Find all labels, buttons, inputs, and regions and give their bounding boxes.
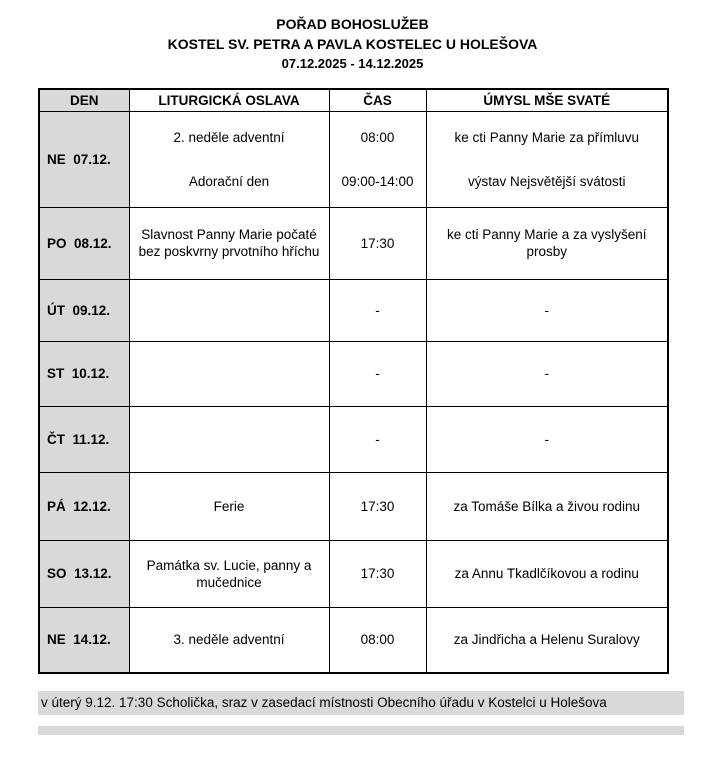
liturgy-cell: Ferie xyxy=(129,472,329,540)
time-cell: 17:30 xyxy=(329,472,426,540)
table-row xyxy=(39,279,668,341)
liturgy-line: Adorační den xyxy=(188,173,270,189)
time-cell xyxy=(329,111,426,207)
intention-cell: - xyxy=(426,341,668,406)
liturgy-cell xyxy=(129,341,329,406)
table-row xyxy=(39,341,668,406)
day-cell: ČT 11.12. xyxy=(39,406,129,472)
intention-line: výstav Nejsvětější svátosti xyxy=(467,173,626,189)
intention-cell: ke cti Panny Marie a za vyslyšení prosby xyxy=(426,207,668,279)
intention-cell: za Annu Tkadlčíkovou a rodinu xyxy=(426,540,668,607)
day-cell: SO 13.12. xyxy=(39,540,129,607)
day-cell: NE 14.12. xyxy=(39,607,129,673)
table-row xyxy=(39,472,668,540)
liturgy-cell: Památka sv. Lucie, panny a mučednice xyxy=(129,540,329,607)
liturgy-line: 2. neděle adventní xyxy=(173,129,285,145)
footer-note: v úterý 9.12. 17:30 Scholička, sraz v zasedací místnosti Obecního úřadu v Kostelci u Holešova xyxy=(38,691,684,715)
day-cell: NE 07.12. xyxy=(39,111,129,207)
intention-cell: za Jindřicha a Helenu Suralovy xyxy=(426,607,668,673)
table-row xyxy=(39,406,668,472)
table-row xyxy=(39,111,668,207)
day-cell: ÚT 09.12. xyxy=(39,279,129,341)
time-line: 08:00 xyxy=(360,129,395,145)
table-row xyxy=(39,607,668,673)
liturgy-cell xyxy=(129,406,329,472)
intention-cell: za Tomáše Bílka a živou rodinu xyxy=(426,472,668,540)
intention-cell: - xyxy=(426,406,668,472)
time-cell: 08:00 xyxy=(329,607,426,673)
footer-spacer xyxy=(38,726,684,735)
church-name: KOSTEL SV. PETRA A PAVLA KOSTELEC U HOLEŠOVA xyxy=(167,36,538,52)
column-header-liturgicka-oslava: LITURGICKÁ OSLAVA xyxy=(129,89,329,111)
intention-cell xyxy=(426,111,668,207)
time-line: 09:00-14:00 xyxy=(341,173,414,189)
column-header-umysl: ÚMYSL MŠE SVATÉ xyxy=(426,89,668,111)
time-cell: - xyxy=(329,279,426,341)
liturgy-cell: Slavnost Panny Marie počaté bez poskvrny prvotního hříchu xyxy=(129,207,329,279)
table-row xyxy=(39,207,668,279)
schedule-table xyxy=(38,88,669,674)
time-cell: 17:30 xyxy=(329,540,426,607)
intention-cell: - xyxy=(426,279,668,341)
table-header-row xyxy=(39,89,668,111)
date-range: 07.12.2025 - 14.12.2025 xyxy=(281,56,424,71)
document-title: POŘAD BOHOSLUŽEB xyxy=(276,16,429,32)
time-cell: - xyxy=(329,341,426,406)
day-cell: ST 10.12. xyxy=(39,341,129,406)
column-header-den: DEN xyxy=(39,89,129,111)
liturgy-cell: 3. neděle adventní xyxy=(129,607,329,673)
time-cell: - xyxy=(329,406,426,472)
time-cell: 17:30 xyxy=(329,207,426,279)
day-cell: PÁ 12.12. xyxy=(39,472,129,540)
column-header-cas: ČAS xyxy=(329,89,426,111)
table-row xyxy=(39,540,668,607)
day-cell: PO 08.12. xyxy=(39,207,129,279)
intention-line: ke cti Panny Marie za přímluvu xyxy=(454,129,640,145)
liturgy-cell xyxy=(129,111,329,207)
liturgy-cell xyxy=(129,279,329,341)
document-header xyxy=(38,14,667,74)
